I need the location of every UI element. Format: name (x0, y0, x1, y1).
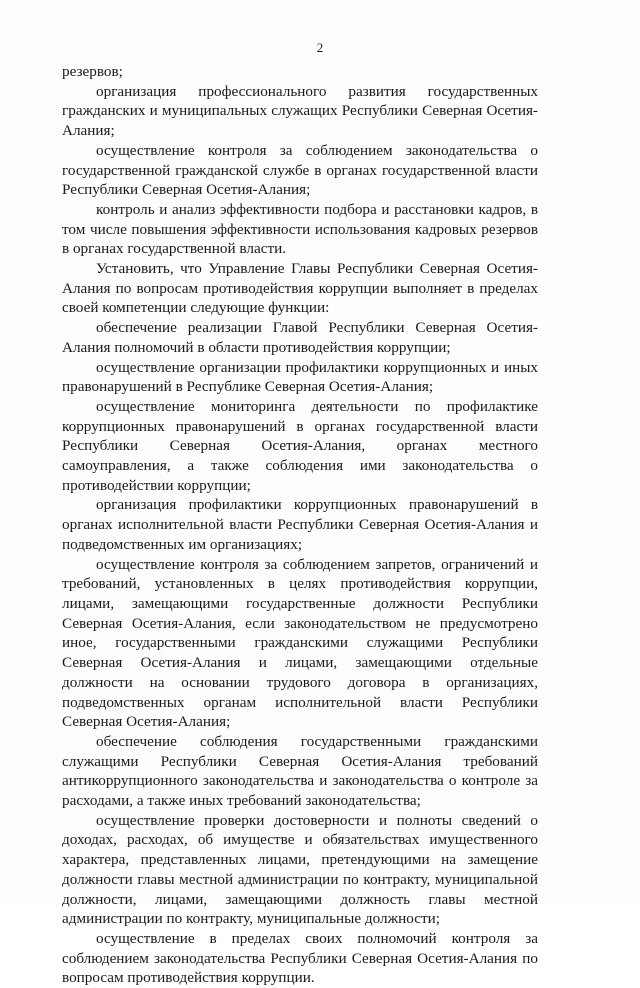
paragraph: осуществление организации профилактики коррупционных и иных правонарушений в Республике Северная Осетия-Алания; (62, 358, 538, 396)
paragraph: резервов; (62, 63, 123, 80)
paragraph: осуществление контроля за соблюдением законодательства о государственной гражданской службе в органах государственной власти Республики Северная Осетия-Алания; (62, 141, 538, 199)
paragraph: организация профилактики коррупционных правонарушений в органах исполнительной власти Республики Северная Осетия-Алания и подведомственных им организациях; (62, 496, 538, 553)
paragraph: Установить, что Управление Главы Республики Северная Осетия-Алания по вопросам противодействия коррупции выполняет в пределах своей компетенции следующие функции: (62, 260, 538, 317)
paragraph: осуществление проверки достоверности и полноты сведений о доходах, расходах, об имуществе и обязательствах имущественного характера, представленных лицами, претендующими на замещение должности главы местной администрации по контракту, муниципальной должности, лицами, замещающими должность главы местной администрации по контракту, муниципальные должности; (62, 811, 538, 928)
paragraph: организация профессионального развития государственных гражданских и муниципальных служащих Республики Северная Осетия-Алания; (62, 82, 538, 140)
paragraph: осуществление в пределах своих полномочий контроля за соблюдением законодательства Республики Северная Осетия-Алания по вопросам противодействия коррупции. (62, 929, 538, 987)
paragraph: осуществление мониторинга деятельности по профилактике коррупционных правонарушений в органах государственной власти Республики Северная Осетия-Алания, органах местного самоуправления, а также соблюдения ими законодательства о противодействии коррупции; (62, 397, 538, 494)
paragraph: обеспечение соблюдения государственными гражданскими служащими Республики Северная Осетия-Алания требований антикоррупционного законодательства и законодательства о контроле за расходами, а также иных требований законодательства; (62, 732, 538, 810)
page-number: 2 (316, 40, 324, 55)
document-body (62, 62, 538, 988)
paragraph: осуществление контроля за соблюдением запретов, ограничений и требований, установленных в целях противодействия коррупции, лицами, замещающими государственные должности Республики Северная Осетия-Алания, если законодательством не предусмотрено иное, государственными гражданскими служащими Республики Северная Осетия-Алания и лицами, замещающими отдельные должности на основании трудового договора в организациях, подведомственных органам исполнительной власти Республики Северная Осетия-Алания; (62, 555, 538, 731)
paragraph: обеспечение реализации Главой Республики Северная Осетия-Алания полномочий в области противодействия коррупции; (62, 319, 538, 356)
paragraph: контроль и анализ эффективности подбора и расстановки кадров, в том числе повышения эффективности использования кадровых резервов в органах государственной власти. (62, 200, 538, 258)
